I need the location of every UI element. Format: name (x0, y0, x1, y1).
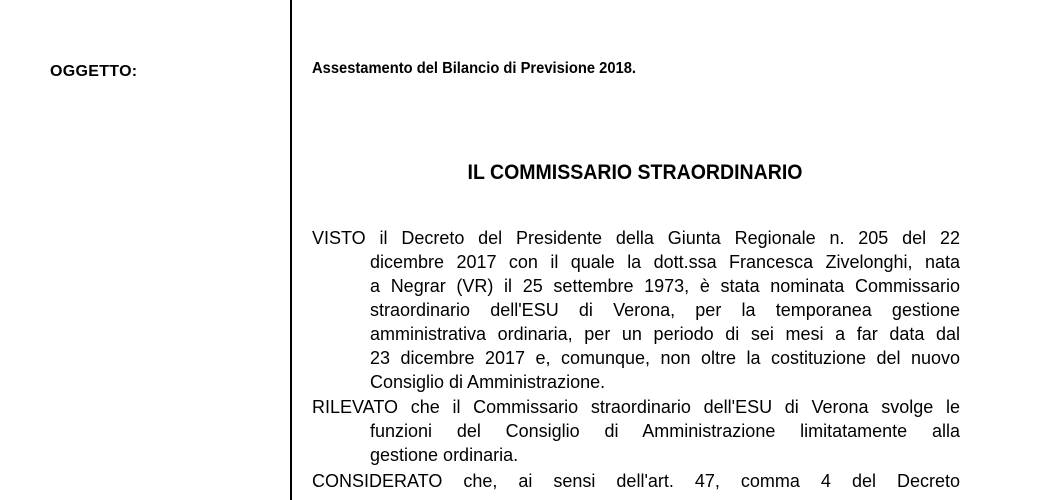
paragraph-considerato (312, 469, 960, 493)
paragraph-line: dicembre 2017 con il quale la dott.ssa Francesca Zivelonghi, nata (370, 252, 960, 272)
paragraph-line: funzioni del Consiglio di Amministrazione limitatamente alla (370, 421, 960, 441)
vertical-divider (290, 0, 292, 500)
oggetto-value: Assestamento del Bilancio di Previsione 2018. (312, 60, 636, 77)
paragraph-visto (312, 226, 960, 394)
document-heading: IL COMMISSARIO STRAORDINARIO (467, 161, 803, 184)
paragraph-line: CONSIDERATO che, ai sensi dell'art. 47, comma 4 del Decreto (312, 471, 960, 491)
paragraph-line: gestione ordinaria. (370, 445, 519, 465)
paragraph-line: straordinario dell'ESU di Verona, per la temporanea gestione (370, 300, 960, 320)
paragraph-line: RILEVATO che il Commissario straordinario dell'ESU di Verona svolge le (312, 397, 960, 417)
paragraph-line: amministrativa ordinaria, per un periodo di sei mesi a far data dal (370, 324, 960, 344)
oggetto-label: OGGETTO: (50, 63, 138, 80)
paragraph-line: Consiglio di Amministrazione. (370, 372, 606, 392)
paragraph-line: VISTO il Decreto del Presidente della Giunta Regionale n. 205 del 22 (312, 228, 960, 248)
paragraph-rilevato (312, 395, 960, 467)
paragraph-line: a Negrar (VR) il 25 settembre 1973, è stata nominata Commissario (370, 276, 960, 296)
paragraph-line: 23 dicembre 2017 e, comunque, non oltre la costituzione del nuovo (370, 348, 960, 368)
